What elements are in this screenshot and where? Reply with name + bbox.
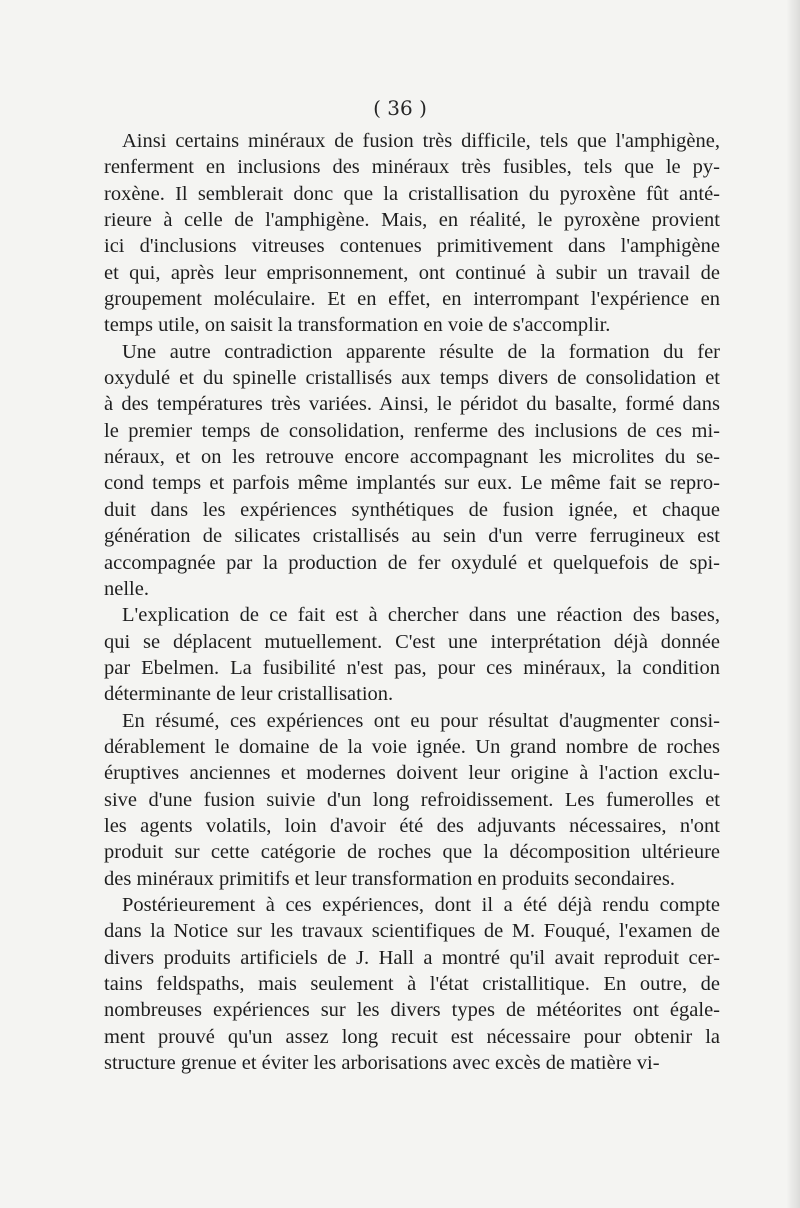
- body-text: [104, 128, 720, 1076]
- page-edge-shadow: [786, 0, 800, 1208]
- text-line: L'explication de ce fait est à chercher dans une réaction des bases,: [122, 604, 720, 627]
- text-line: rieure à celle de l'amphigène. Mais, en réalité, le pyroxène provient: [104, 209, 720, 232]
- text-line: génération de silicates cristallisés au sein d'un verre ferrugineux est: [104, 525, 720, 548]
- text-line: les agents volatils, loin d'avoir été des adjuvants nécessaires, n'ont: [104, 814, 720, 837]
- text-line: et qui, après leur emprisonnement, ont continué à subir un travail de: [104, 261, 720, 284]
- text-line: ment prouvé qu'un assez long recuit est nécessaire pour obtenir la: [104, 1025, 720, 1048]
- text-line: structure grenue et éviter les arborisations avec excès de matière vi-: [104, 1052, 660, 1075]
- text-line: à des températures très variées. Ainsi, le péridot du basalte, formé dans: [104, 393, 720, 416]
- text-line: Une autre contradiction apparente résulte de la formation du fer: [122, 340, 720, 363]
- text-line: le premier temps de consolidation, renferme des inclusions de ces mi-: [104, 419, 720, 442]
- text-line: Postérieurement à ces expériences, dont il a été déjà rendu compte: [122, 893, 720, 916]
- text-line: duit dans les expériences synthétiques de fusion ignée, et chaque: [104, 498, 720, 521]
- text-line: tains feldspaths, mais seulement à l'état cristallitique. En outre, de: [104, 973, 720, 995]
- text-line: qui se déplacent mutuellement. C'est une interprétation déjà donnée: [104, 630, 720, 653]
- text-line: accompagnée par la production de fer oxydulé et quelquefois de spi-: [104, 551, 720, 574]
- text-line: temps utile, on saisit la transformation en voie de s'accomplir.: [104, 314, 611, 337]
- text-line: divers produits artificiels de J. Hall a montré qu'il avait reproduit cer-: [104, 946, 720, 969]
- text-line: En résumé, ces expériences ont eu pour résultat d'augmenter consi-: [122, 709, 720, 732]
- text-line: néraux, et on les retrouve encore accompagnant les microlites du se-: [104, 446, 720, 469]
- text-line: groupement moléculaire. Et en effet, en interrompant l'expérience en: [104, 288, 720, 311]
- text-line: éruptives anciennes et modernes doivent leur origine à l'action exclu-: [104, 762, 720, 785]
- text-line: dérablement le domaine de la voie ignée. Un grand nombre de roches: [104, 735, 720, 758]
- text-line: déterminante de leur cristallisation.: [104, 683, 394, 706]
- text-line: cond temps et parfois même implantés sur eux. Le même fait se repro-: [104, 472, 720, 495]
- text-line: produit sur cette catégorie de roches que la décomposition ultérieure: [104, 841, 720, 864]
- text-line: par Ebelmen. La fusibilité n'est pas, pour ces minéraux, la condition: [104, 656, 720, 679]
- text-line: dans la Notice sur les travaux scientifiques de M. Fouqué, l'examen de: [104, 920, 720, 943]
- text-line: nelle.: [104, 577, 149, 600]
- text-line: renferment en inclusions des minéraux très fusibles, tels que le py-: [104, 156, 720, 179]
- text-line: Ainsi certains minéraux de fusion très difficile, tels que l'amphigène,: [122, 130, 720, 152]
- text-line: des minéraux primitifs et leur transformation en produits secondaires.: [104, 867, 675, 890]
- text-line: sive d'une fusion suivie d'un long refroidissement. Les fumerolles et: [104, 788, 720, 811]
- text-line: ici d'inclusions vitreuses contenues primitivement dans l'amphigène: [104, 235, 720, 258]
- text-line: roxène. Il semblerait donc que la cristallisation du pyroxène fût anté-: [104, 182, 720, 205]
- text-line: nombreuses expériences sur les divers types de météorites ont égale-: [104, 999, 720, 1022]
- text-line: oxydulé et du spinelle cristallisés aux temps divers de consolidation et: [104, 367, 720, 390]
- page-number: ( 36 ): [373, 96, 427, 120]
